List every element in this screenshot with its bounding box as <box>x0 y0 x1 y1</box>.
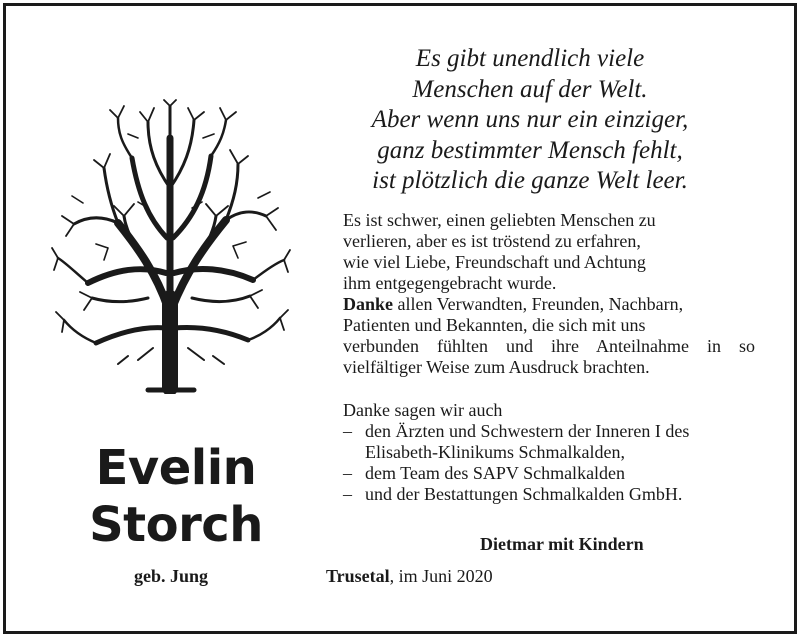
message-line <box>343 294 755 315</box>
thanks-rest: allen Verwandten, Freunden, Nachbarn, <box>393 294 684 314</box>
message-line: ihm entgegengebracht wurde. <box>343 273 557 293</box>
quote-line: ist plötzlich die ganze Welt leer. <box>372 167 688 194</box>
tree-icon <box>48 98 292 394</box>
birth-name: geb. Jung <box>134 566 209 586</box>
message-line: Patienten und Bekannten, die sich mit uns <box>343 315 646 335</box>
message-line: verbunden fühlten und ihre Anteilnahme in so <box>343 336 755 356</box>
last-name: Storch <box>89 497 263 553</box>
message-line: Es ist schwer, einen geliebten Menschen zu <box>343 210 656 230</box>
first-name: Evelin <box>95 440 257 496</box>
list-item-text: den Ärzten und Schwestern der Inneren I des <box>365 421 690 441</box>
dash-bullet: – <box>343 463 352 483</box>
place-date <box>326 566 493 587</box>
quote-line: ganz bestimmter Mensch fehlt, <box>377 136 683 164</box>
signature: Dietmar mit Kindern <box>480 534 644 554</box>
message-line: vielfältiger Weise zum Ausdruck brachten. <box>343 357 650 377</box>
quote-line: Es gibt unendlich viele <box>415 45 645 72</box>
date-text: , im Juni 2020 <box>389 566 493 586</box>
deceased-name <box>70 440 282 554</box>
quote-line: Aber wenn uns nur ein einziger, <box>371 106 689 133</box>
thanks-message <box>343 210 755 505</box>
dash-bullet: – <box>343 421 352 441</box>
message-line: wie viel Liebe, Freundschaft und Achtung <box>343 252 646 272</box>
thanks-bold: Danke <box>343 294 394 314</box>
thanks-intro: Danke sagen wir auch <box>343 400 503 420</box>
memorial-quote <box>330 44 730 197</box>
list-item-continuation: Elisabeth-Klinikums Schmalkalden, <box>365 442 625 462</box>
quote-line: Menschen auf der Welt. <box>412 75 648 103</box>
dash-bullet: – <box>343 484 352 504</box>
list-item <box>343 484 755 505</box>
list-item-text: dem Team des SAPV Schmalkalden <box>365 463 626 483</box>
message-line: verlieren, aber es ist tröstend zu erfahren, <box>343 231 641 251</box>
list-item <box>343 463 755 484</box>
list-item-text: und der Bestattungen Schmalkalden GmbH. <box>365 484 683 504</box>
list-item <box>343 421 755 442</box>
town: Trusetal <box>326 566 390 586</box>
